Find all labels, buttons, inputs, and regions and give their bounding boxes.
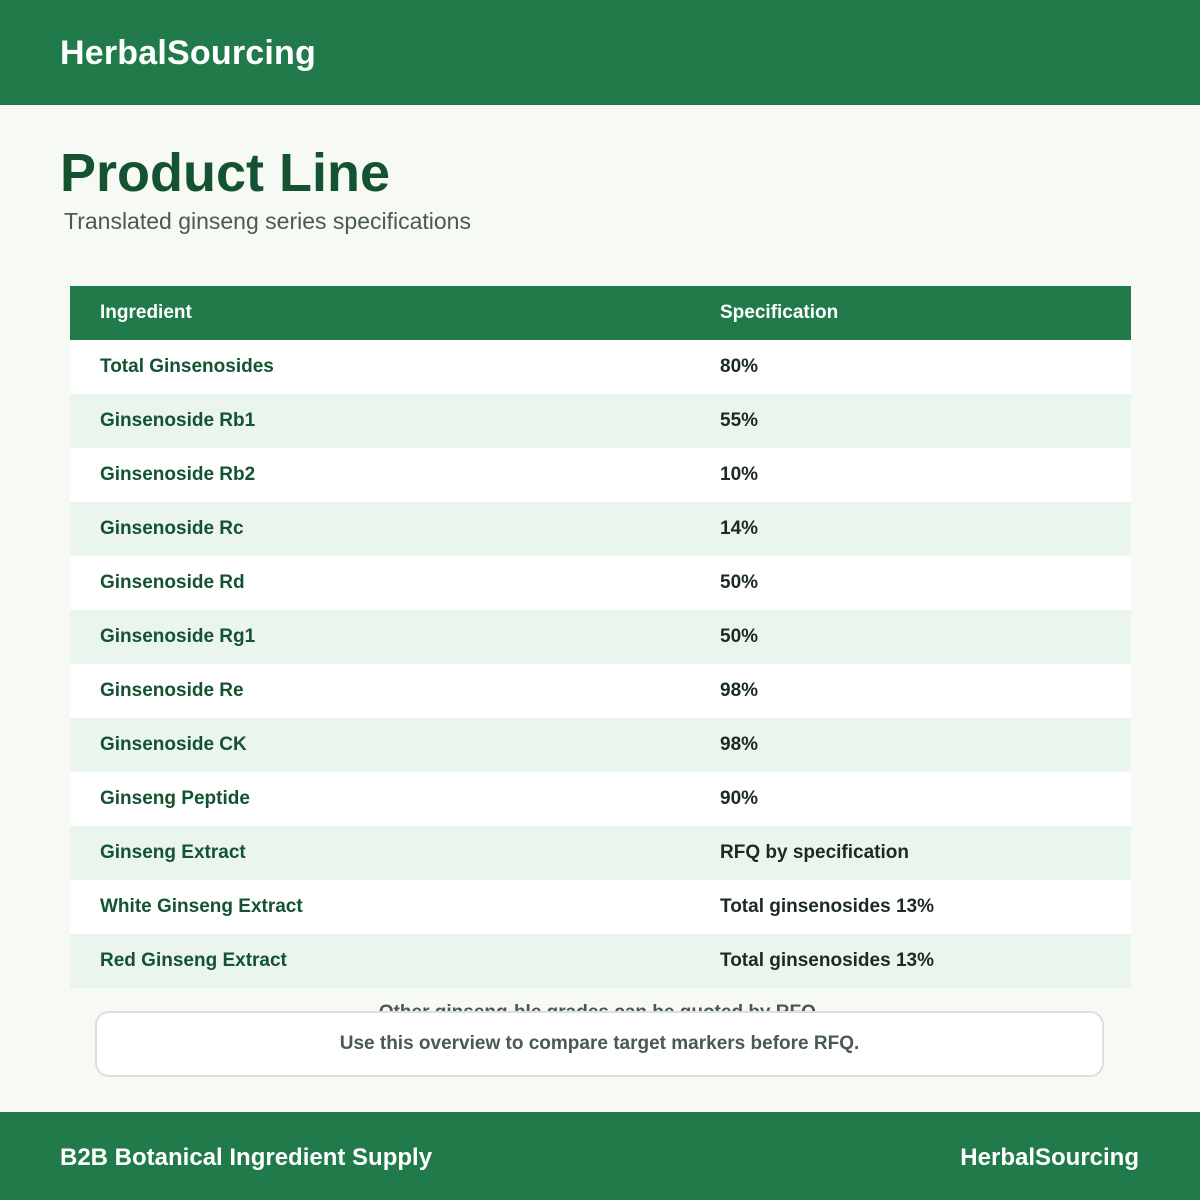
spec-cell: Total ginsenosides 13% — [720, 896, 934, 917]
footer-brand[interactable]: HerbalSourcing — [960, 1144, 1139, 1171]
table-row — [70, 772, 1131, 826]
ingredient-cell: Ginsenoside Re — [100, 680, 244, 701]
table-row — [70, 502, 1131, 556]
table-row — [70, 664, 1131, 718]
spec-table — [70, 286, 1131, 988]
table-row — [70, 448, 1131, 502]
spec-cell: 80% — [720, 356, 759, 377]
rfq-notice-box — [95, 1011, 1104, 1077]
brand-logo-text[interactable]: HerbalSourcing — [60, 34, 316, 72]
top-header — [0, 0, 1200, 105]
table-row — [70, 394, 1131, 448]
table-header-row — [70, 286, 1131, 340]
spec-cell: 98% — [720, 734, 759, 755]
page-title: Product Line — [60, 143, 391, 203]
table-row — [70, 610, 1131, 664]
ingredient-cell: Red Ginseng Extract — [100, 950, 287, 971]
ingredient-cell: Total Ginsenosides — [100, 356, 274, 377]
column-header-ingredient: Ingredient — [100, 302, 192, 323]
spec-cell: 98% — [720, 680, 759, 701]
spec-cell: 55% — [720, 410, 759, 431]
spec-table-container — [70, 286, 1131, 988]
ingredient-cell: Ginseng Extract — [100, 842, 246, 863]
ingredient-cell: Ginsenoside Rb2 — [100, 464, 256, 485]
rfq-notice-text: Use this overview to compare target markers before RFQ. — [339, 1033, 860, 1054]
ingredient-cell: Ginseng Peptide — [100, 788, 250, 809]
spec-cell: 50% — [720, 572, 759, 593]
ingredient-cell: Ginsenoside Rg1 — [100, 626, 256, 647]
ingredient-cell: White Ginseng Extract — [100, 896, 303, 917]
spec-cell: 14% — [720, 518, 759, 539]
page-subtitle: Translated ginseng series specifications — [64, 208, 471, 234]
spec-cell: Total ginsenosides 13% — [720, 950, 934, 971]
ingredient-cell: Ginsenoside Rb1 — [100, 410, 256, 431]
spec-cell: RFQ by specification — [720, 842, 909, 863]
spec-cell: 90% — [720, 788, 759, 809]
spec-cell: 50% — [720, 626, 759, 647]
table-row — [70, 340, 1131, 394]
footer-tagline: B2B Botanical Ingredient Supply — [60, 1144, 433, 1171]
ingredient-cell: Ginsenoside CK — [100, 734, 247, 755]
table-row — [70, 556, 1131, 610]
table-row — [70, 826, 1131, 880]
table-row — [70, 934, 1131, 988]
table-row — [70, 718, 1131, 772]
ingredient-cell: Ginsenoside Rc — [100, 518, 244, 539]
column-header-specification: Specification — [720, 302, 839, 323]
ingredient-cell: Ginsenoside Rd — [100, 572, 245, 593]
footer-bar — [0, 1112, 1200, 1200]
table-row — [70, 880, 1131, 934]
spec-cell: 10% — [720, 464, 759, 485]
